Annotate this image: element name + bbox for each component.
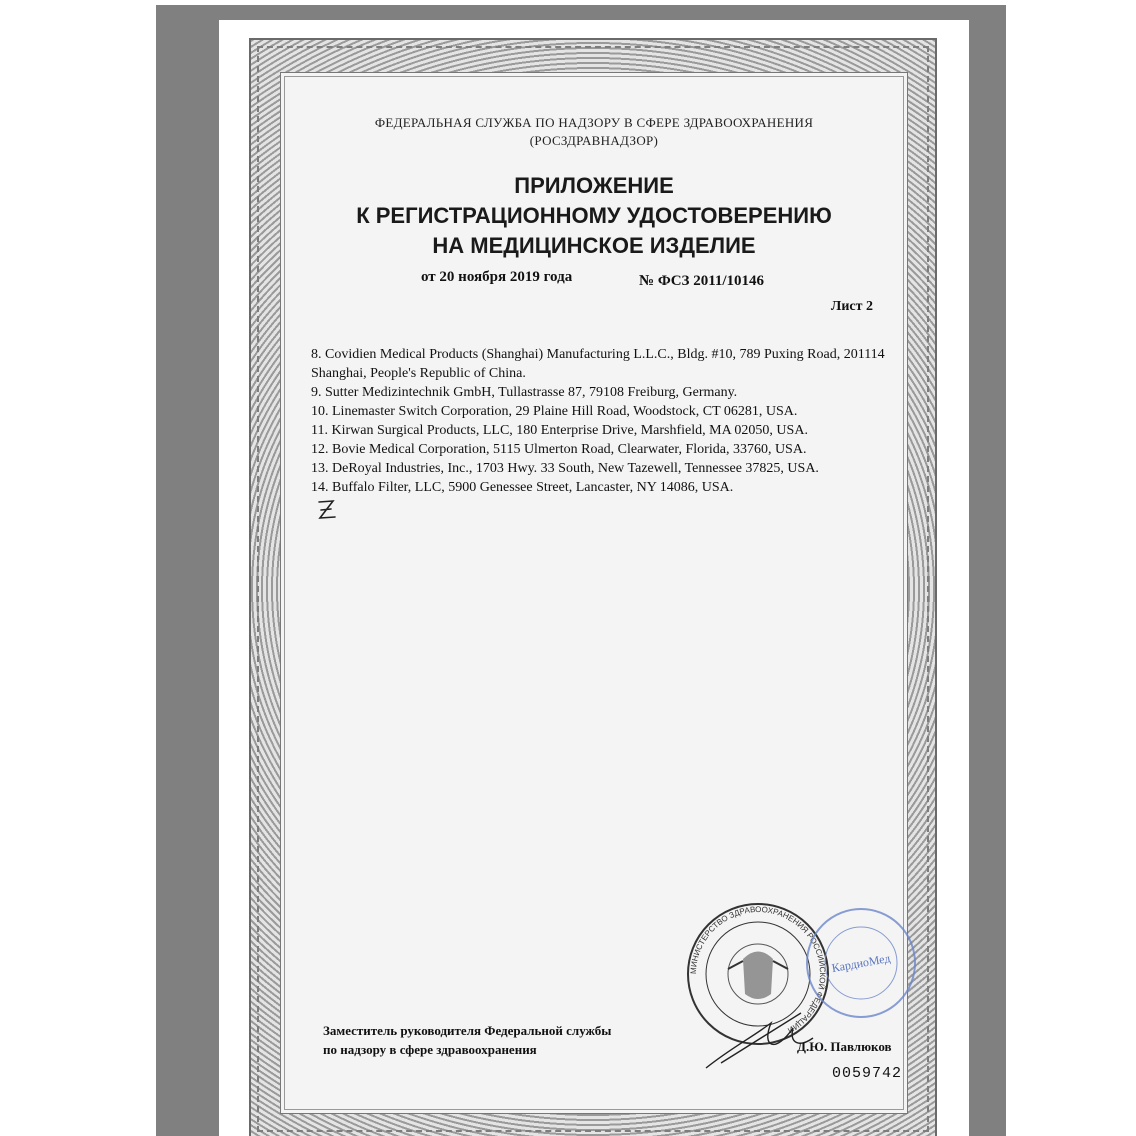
agency-abbr: (РОСЗДРАВНАДЗОР) [529, 133, 659, 148]
serial-number: 0059742 [832, 1065, 903, 1082]
title-line-2: К РЕГИСТРАЦИОННОМУ УДОСТОВЕРЕНИЮ [356, 203, 832, 228]
signer-title-line-1: Заместитель руководителя Федеральной службы [323, 1023, 612, 1038]
signature [701, 1003, 821, 1073]
document-number: № ФСЗ 2011/10146 [639, 273, 765, 289]
signer-title [323, 1021, 611, 1059]
list-item: 8. Covidien Medical Products (Shanghai) Manufacturing L.L.C., Bldg. #10, 789 Puxing Road, 201114 Shanghai, People's Republic of China. [311, 347, 885, 381]
title-line-1: ПРИЛОЖЕНИЕ [514, 173, 674, 198]
list-item: 11. Kirwan Surgical Products, LLC, 180 Enterprise Drive, Marshfield, MA 02050, USA. [311, 423, 808, 438]
signer-name: Д.Ю. Павлюков [797, 1039, 892, 1054]
manufacturer-list [311, 345, 891, 497]
company-seal-text: КардиоМед [830, 950, 892, 976]
sheet-number: Лист 2 [830, 299, 873, 314]
list-item: 12. Bovie Medical Corporation, 5115 Ulmerton Road, Clearwater, Florida, 33760, USA. [311, 442, 807, 457]
signer-title-line-2: по надзору в сфере здравоохранения [323, 1042, 537, 1057]
seal-text: МИНИСТЕРСТВО ЗДРАВООХРАНЕНИЯ РОССИЙСКОЙ ФЕДЕРАЦИИ [688, 904, 828, 1035]
handwritten-z-mark [315, 498, 339, 522]
agency-name: ФЕДЕРАЛЬНАЯ СЛУЖБА ПО НАДЗОРУ В СФЕРЕ ЗДРАВООХРАНЕНИЯ [374, 115, 814, 130]
document-page [219, 20, 969, 1136]
document-body [280, 72, 908, 1114]
list-item: 10. Linemaster Switch Corporation, 29 Plaine Hill Road, Woodstock, CT 06281, USA. [311, 404, 798, 419]
document-date: от 20 ноября 2019 года [421, 269, 573, 285]
list-item: 9. Sutter Medizintechnik GmbH, Tullastrasse 87, 79108 Freiburg, Germany. [311, 385, 738, 400]
list-item: 14. Buffalo Filter, LLC, 5900 Genessee Street, Lancaster, NY 14086, USA. [311, 480, 734, 495]
title-line-3: НА МЕДИЦИНСКОЕ ИЗДЕЛИЕ [432, 233, 756, 258]
list-item: 13. DeRoyal Industries, Inc., 1703 Hwy. 33 South, New Tazewell, Tennessee 37825, USA. [311, 461, 819, 476]
